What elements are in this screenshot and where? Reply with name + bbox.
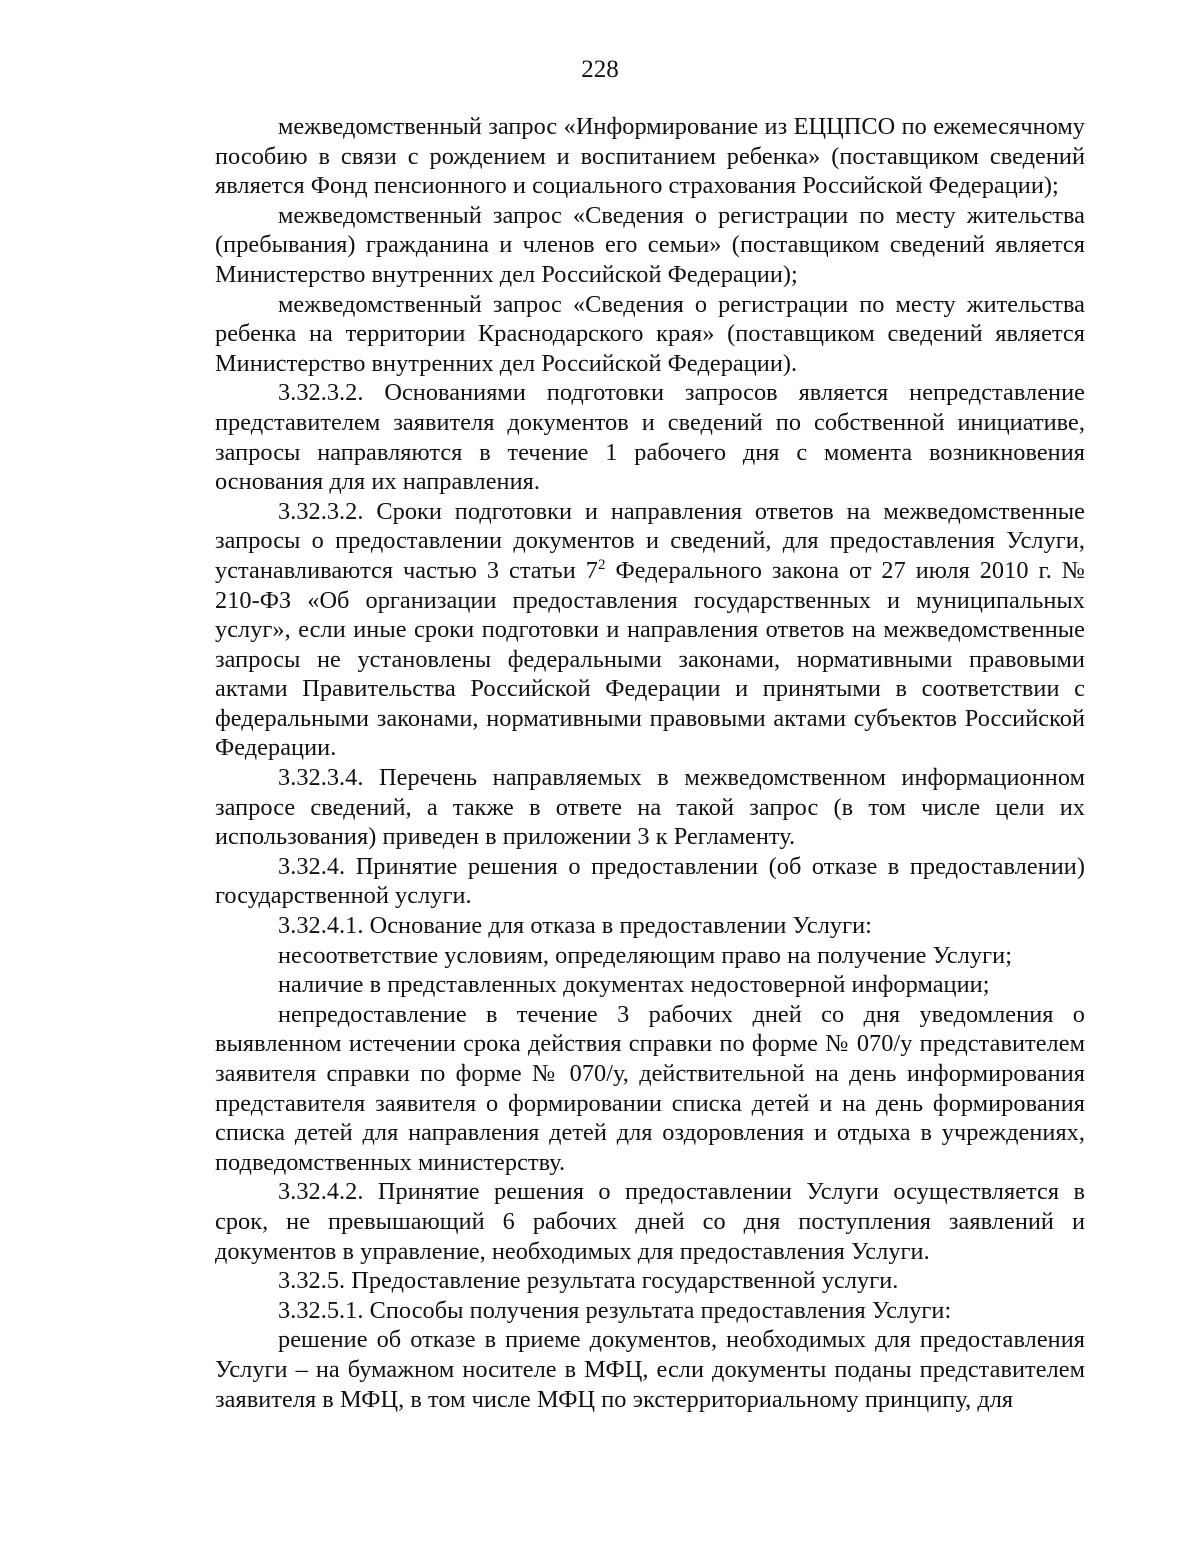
terms-superscript: 2 xyxy=(598,556,606,573)
paragraph-3-32-4-2: 3.32.4.2. Принятие решения о предоставлении Услуги осуществляется в срок, не превышающий 6 рабочих дней со дня поступления заявлений и документов в управление, необходимых для предоставления Услуги. xyxy=(215,1178,1085,1265)
paragraph-3-32-4: 3.32.4. Принятие решения о предоставлении (об отказе в предоставлении) государственной услуги. xyxy=(215,852,1085,910)
paragraph-request-registration-family: межведомственный запрос «Сведения о регистрации по месту жительства (пребывания) гражданина и членов его семьи» (поставщиком сведений является Министерство внутренних дел Российской Федерации); xyxy=(215,201,1085,288)
paragraph-3-32-3-2-terms xyxy=(215,497,1085,763)
document-body xyxy=(215,112,1085,1414)
paragraph-3-32-5-1: 3.32.5.1. Способы получения результата предоставления Услуги: xyxy=(278,1296,952,1324)
page-number: 228 xyxy=(581,56,619,83)
paragraph-3-32-3-4: 3.32.3.4. Перечень направляемых в межведомственном информационном запросе сведений, а также в ответе на такой запрос (в том числе цели их использования) приведен в приложении 3 к Регламенту. xyxy=(215,764,1085,851)
paragraph-refusal-decision: решение об отказе в приеме документов, необходимых для предоставления Услуги – на бумажном носителе в МФЦ, если документы поданы представителем заявителя в МФЦ, в том числе МФЦ по экстерриториальному принципу, для xyxy=(215,1326,1085,1413)
paragraph-refusal-ground-2: наличие в представленных документах недостоверной информации; xyxy=(278,971,990,999)
paragraph-request-eccpso: межведомственный запрос «Информирование из ЕЦЦПСО по ежемесячному пособию в связи с рождением и воспитанием ребенка» (поставщиком сведений является Фонд пенсионного и социального страхования Российской Федерации); xyxy=(215,113,1085,200)
paragraph-refusal-ground-1: несоответствие условиям, определяющим право на получение Услуги; xyxy=(278,941,1012,969)
terms-text-before: 3.32.3.2. Сроки подготовки и направления ответов на межведомственные запросы о предоставлении документов и сведений, для предоставления Услуги, устанавливаются частью 3 статьи 7 xyxy=(215,497,1085,584)
paragraph-request-registration-child: межведомственный запрос «Сведения о регистрации по месту жительства ребенка на территории Краснодарского края» (поставщиком сведений является Министерство внутренних дел Российской Федерации). xyxy=(215,290,1085,377)
paragraph-refusal-ground-3: непредоставление в течение 3 рабочих дней со дня уведомления о выявленном истечении срока действия справки по форме № 070/у представителем заявителя справки по форме № 070/у, действительной на день информирования представителя заявителя о формировании списка детей и на день формирования списка детей для направления детей для оздоровления и отдыха в учреждениях, подведомственных министерству. xyxy=(215,1000,1085,1176)
paragraph-3-32-4-1: 3.32.4.1. Основание для отказа в предоставлении Услуги: xyxy=(278,912,872,940)
paragraph-3-32-5: 3.32.5. Предоставление результата государственной услуги. xyxy=(278,1267,899,1295)
paragraph-3-32-3-2-grounds: 3.32.3.2. Основаниями подготовки запросов является непредставление представителем заявителя документов и сведений по собственной инициативе, запросы направляются в течение 1 рабочего дня с момента возникновения основания для их направления. xyxy=(215,379,1085,496)
terms-text-after: Федерального закона от 27 июля 2010 г. № 210-ФЗ «Об организации предоставления государственных и муниципальных услуг», если иные сроки подготовки и направления ответов на межведомственные запросы не установлены федеральными законами, нормативными правовыми актами Правительства Российской Федерации и принятыми в соответствии с федеральными законами, нормативными правовыми актами субъектов Российской Федерации. xyxy=(215,556,1086,762)
